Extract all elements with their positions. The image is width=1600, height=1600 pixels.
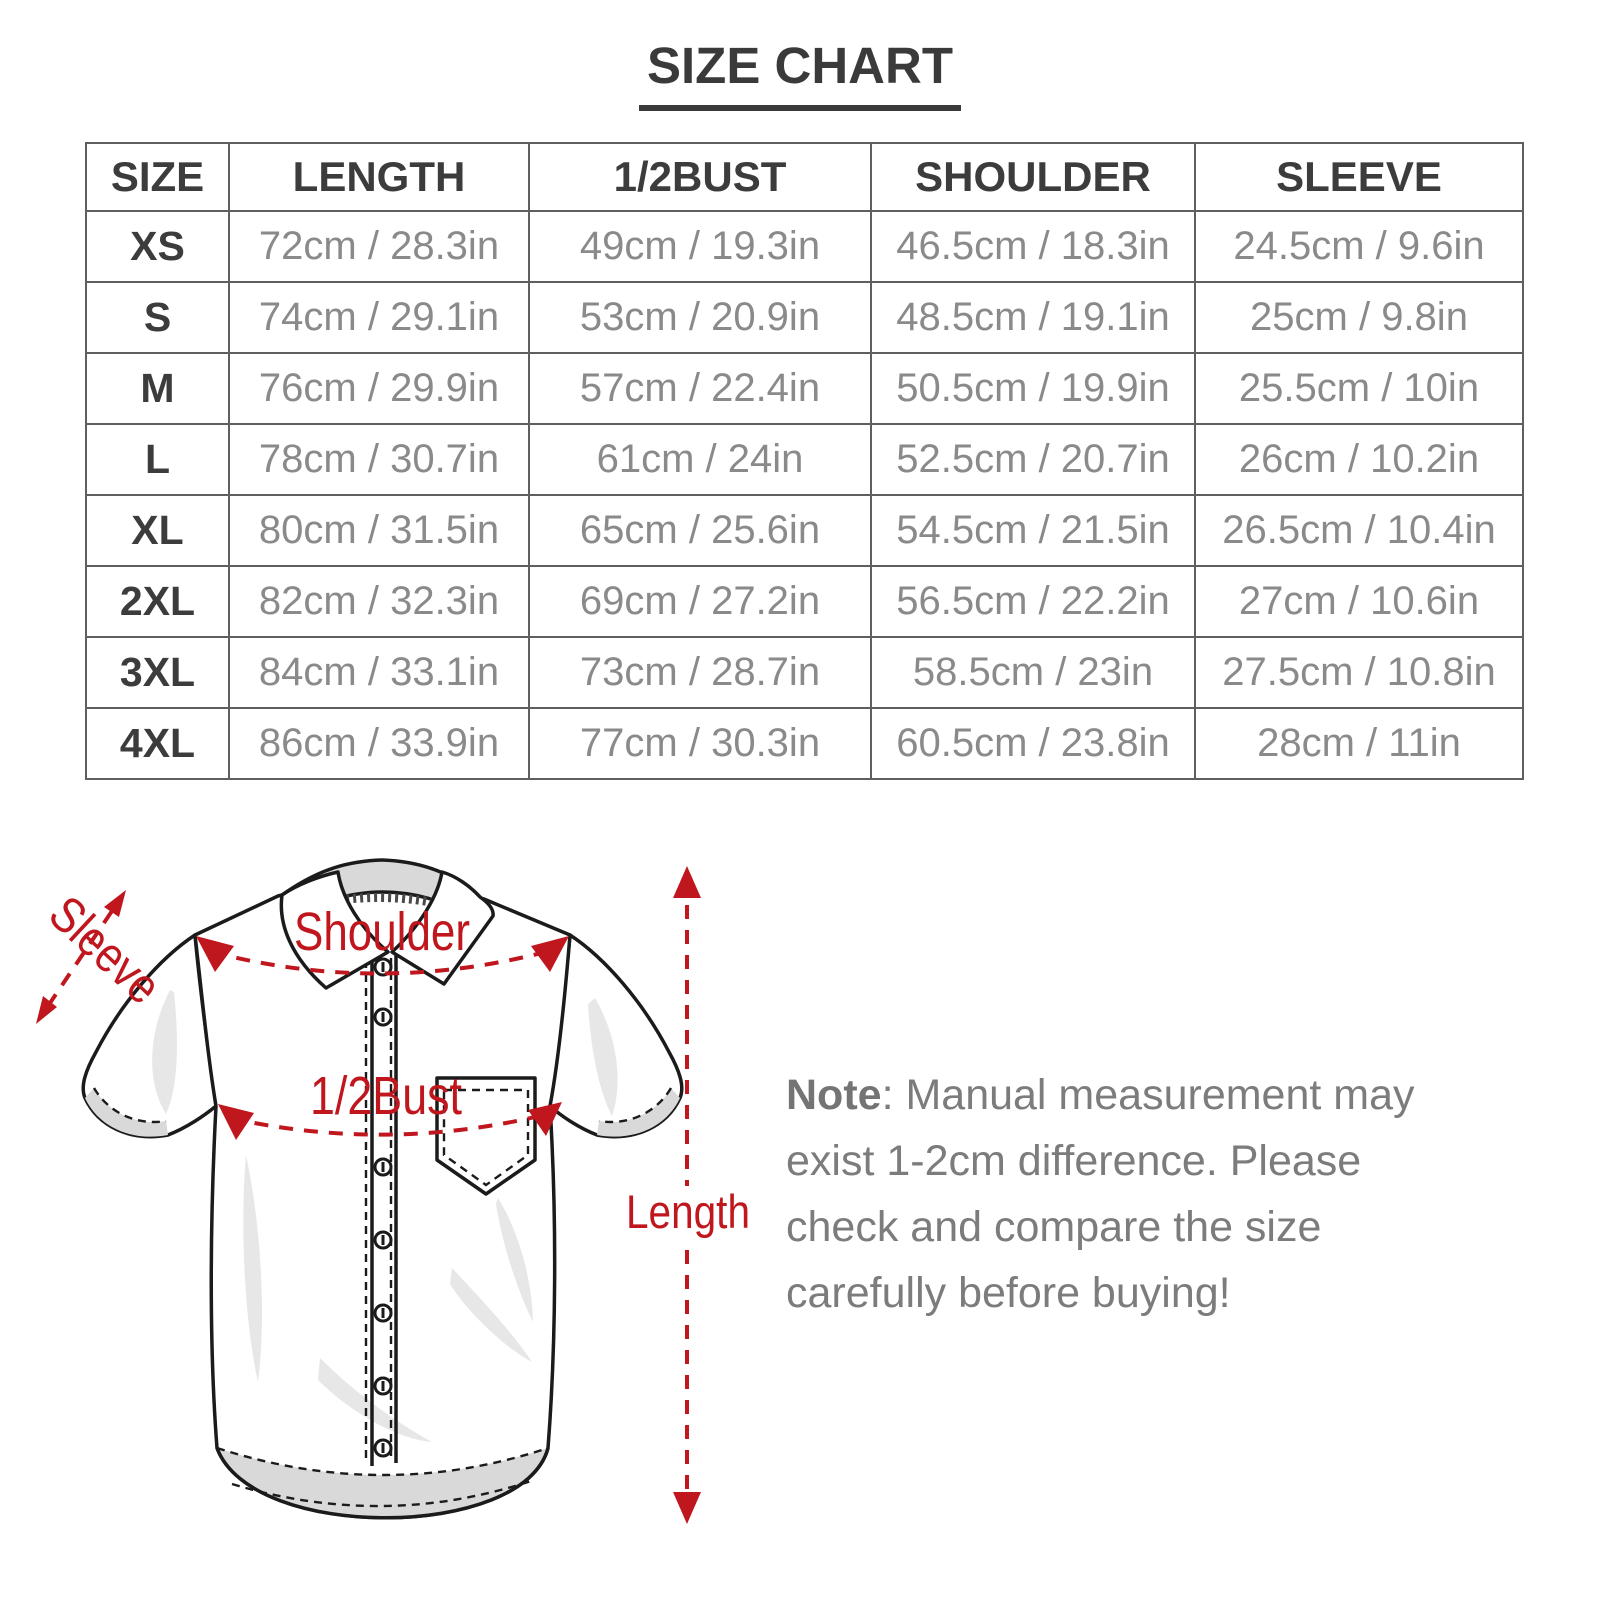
col-header-bust: 1/2BUST: [529, 143, 871, 211]
bust-cell: 65cm / 25.6in: [529, 495, 871, 566]
length-arrowhead-bottom: [673, 1492, 701, 1524]
size-cell: XS: [86, 211, 229, 282]
length-cell: 84cm / 33.1in: [229, 637, 529, 708]
page-title: SIZE CHART: [639, 36, 961, 111]
table-row: [86, 282, 1523, 353]
bust-cell: 69cm / 27.2in: [529, 566, 871, 637]
note-line-1: Note: Manual measurement may: [786, 1071, 1415, 1119]
sleeve-label: Sleeve: [38, 885, 189, 1031]
size-cell: 4XL: [86, 708, 229, 779]
col-header-length: LENGTH: [229, 143, 529, 211]
bust-cell: 61cm / 24in: [529, 424, 871, 495]
table-row: [86, 424, 1523, 495]
length-label: Length: [626, 1185, 750, 1238]
length-arrowhead-top: [673, 866, 701, 898]
size-table: [85, 142, 1524, 780]
table-row: [86, 211, 1523, 282]
sleeve-cell: 27cm / 10.6in: [1195, 566, 1523, 637]
sleeve-cell: 28cm / 11in: [1195, 708, 1523, 779]
length-cell: 78cm / 30.7in: [229, 424, 529, 495]
col-header-sleeve: SLEEVE: [1195, 143, 1523, 211]
bust-cell: 49cm / 19.3in: [529, 211, 871, 282]
shoulder-cell: 46.5cm / 18.3in: [871, 211, 1195, 282]
size-cell: 2XL: [86, 566, 229, 637]
length-cell: 72cm / 28.3in: [229, 211, 529, 282]
bust-cell: 57cm / 22.4in: [529, 353, 871, 424]
shoulder-label: Shoulder: [294, 902, 471, 962]
note-line-4: carefully before buying!: [786, 1269, 1231, 1317]
note-block: [786, 1062, 1506, 1326]
size-cell: M: [86, 353, 229, 424]
sleeve-cell: 25cm / 9.8in: [1195, 282, 1523, 353]
col-header-shoulder: SHOULDER: [871, 143, 1195, 211]
size-table-body: [86, 211, 1523, 779]
shoulder-cell: 54.5cm / 21.5in: [871, 495, 1195, 566]
size-cell: XL: [86, 495, 229, 566]
table-row: [86, 708, 1523, 779]
sleeve-cell: 25.5cm / 10in: [1195, 353, 1523, 424]
table-row: [86, 566, 1523, 637]
length-cell: 86cm / 33.9in: [229, 708, 529, 779]
shoulder-cell: 52.5cm / 20.7in: [871, 424, 1195, 495]
shoulder-cell: 60.5cm / 23.8in: [871, 708, 1195, 779]
sleeve-cell: 26.5cm / 10.4in: [1195, 495, 1523, 566]
bust-cell: 53cm / 20.9in: [529, 282, 871, 353]
sleeve-cell: 24.5cm / 9.6in: [1195, 211, 1523, 282]
table-row: [86, 353, 1523, 424]
length-cell: 74cm / 29.1in: [229, 282, 529, 353]
note-label: Note: [786, 1071, 882, 1119]
size-cell: L: [86, 424, 229, 495]
size-table-header: [86, 143, 1523, 211]
col-header-size: SIZE: [86, 143, 229, 211]
shoulder-cell: 56.5cm / 22.2in: [871, 566, 1195, 637]
table-row: [86, 637, 1523, 708]
shoulder-cell: 50.5cm / 19.9in: [871, 353, 1195, 424]
title-wrap: [0, 36, 1600, 111]
shoulder-cell: 58.5cm / 23in: [871, 637, 1195, 708]
shoulder-cell: 48.5cm / 19.1in: [871, 282, 1195, 353]
size-cell: S: [86, 282, 229, 353]
shirt-measure-diagram: [20, 800, 780, 1600]
note-line-2: exist 1-2cm difference. Please: [786, 1137, 1362, 1185]
length-cell: 80cm / 31.5in: [229, 495, 529, 566]
bust-cell: 73cm / 28.7in: [529, 637, 871, 708]
length-cell: 76cm / 29.9in: [229, 353, 529, 424]
sleeve-cell: 26cm / 10.2in: [1195, 424, 1523, 495]
note-line-3: check and compare the size: [786, 1203, 1322, 1251]
bust-cell: 77cm / 30.3in: [529, 708, 871, 779]
size-cell: 3XL: [86, 637, 229, 708]
length-cell: 82cm / 32.3in: [229, 566, 529, 637]
sleeve-cell: 27.5cm / 10.8in: [1195, 637, 1523, 708]
table-row: [86, 495, 1523, 566]
bust-label: 1/2Bust: [310, 1066, 462, 1126]
